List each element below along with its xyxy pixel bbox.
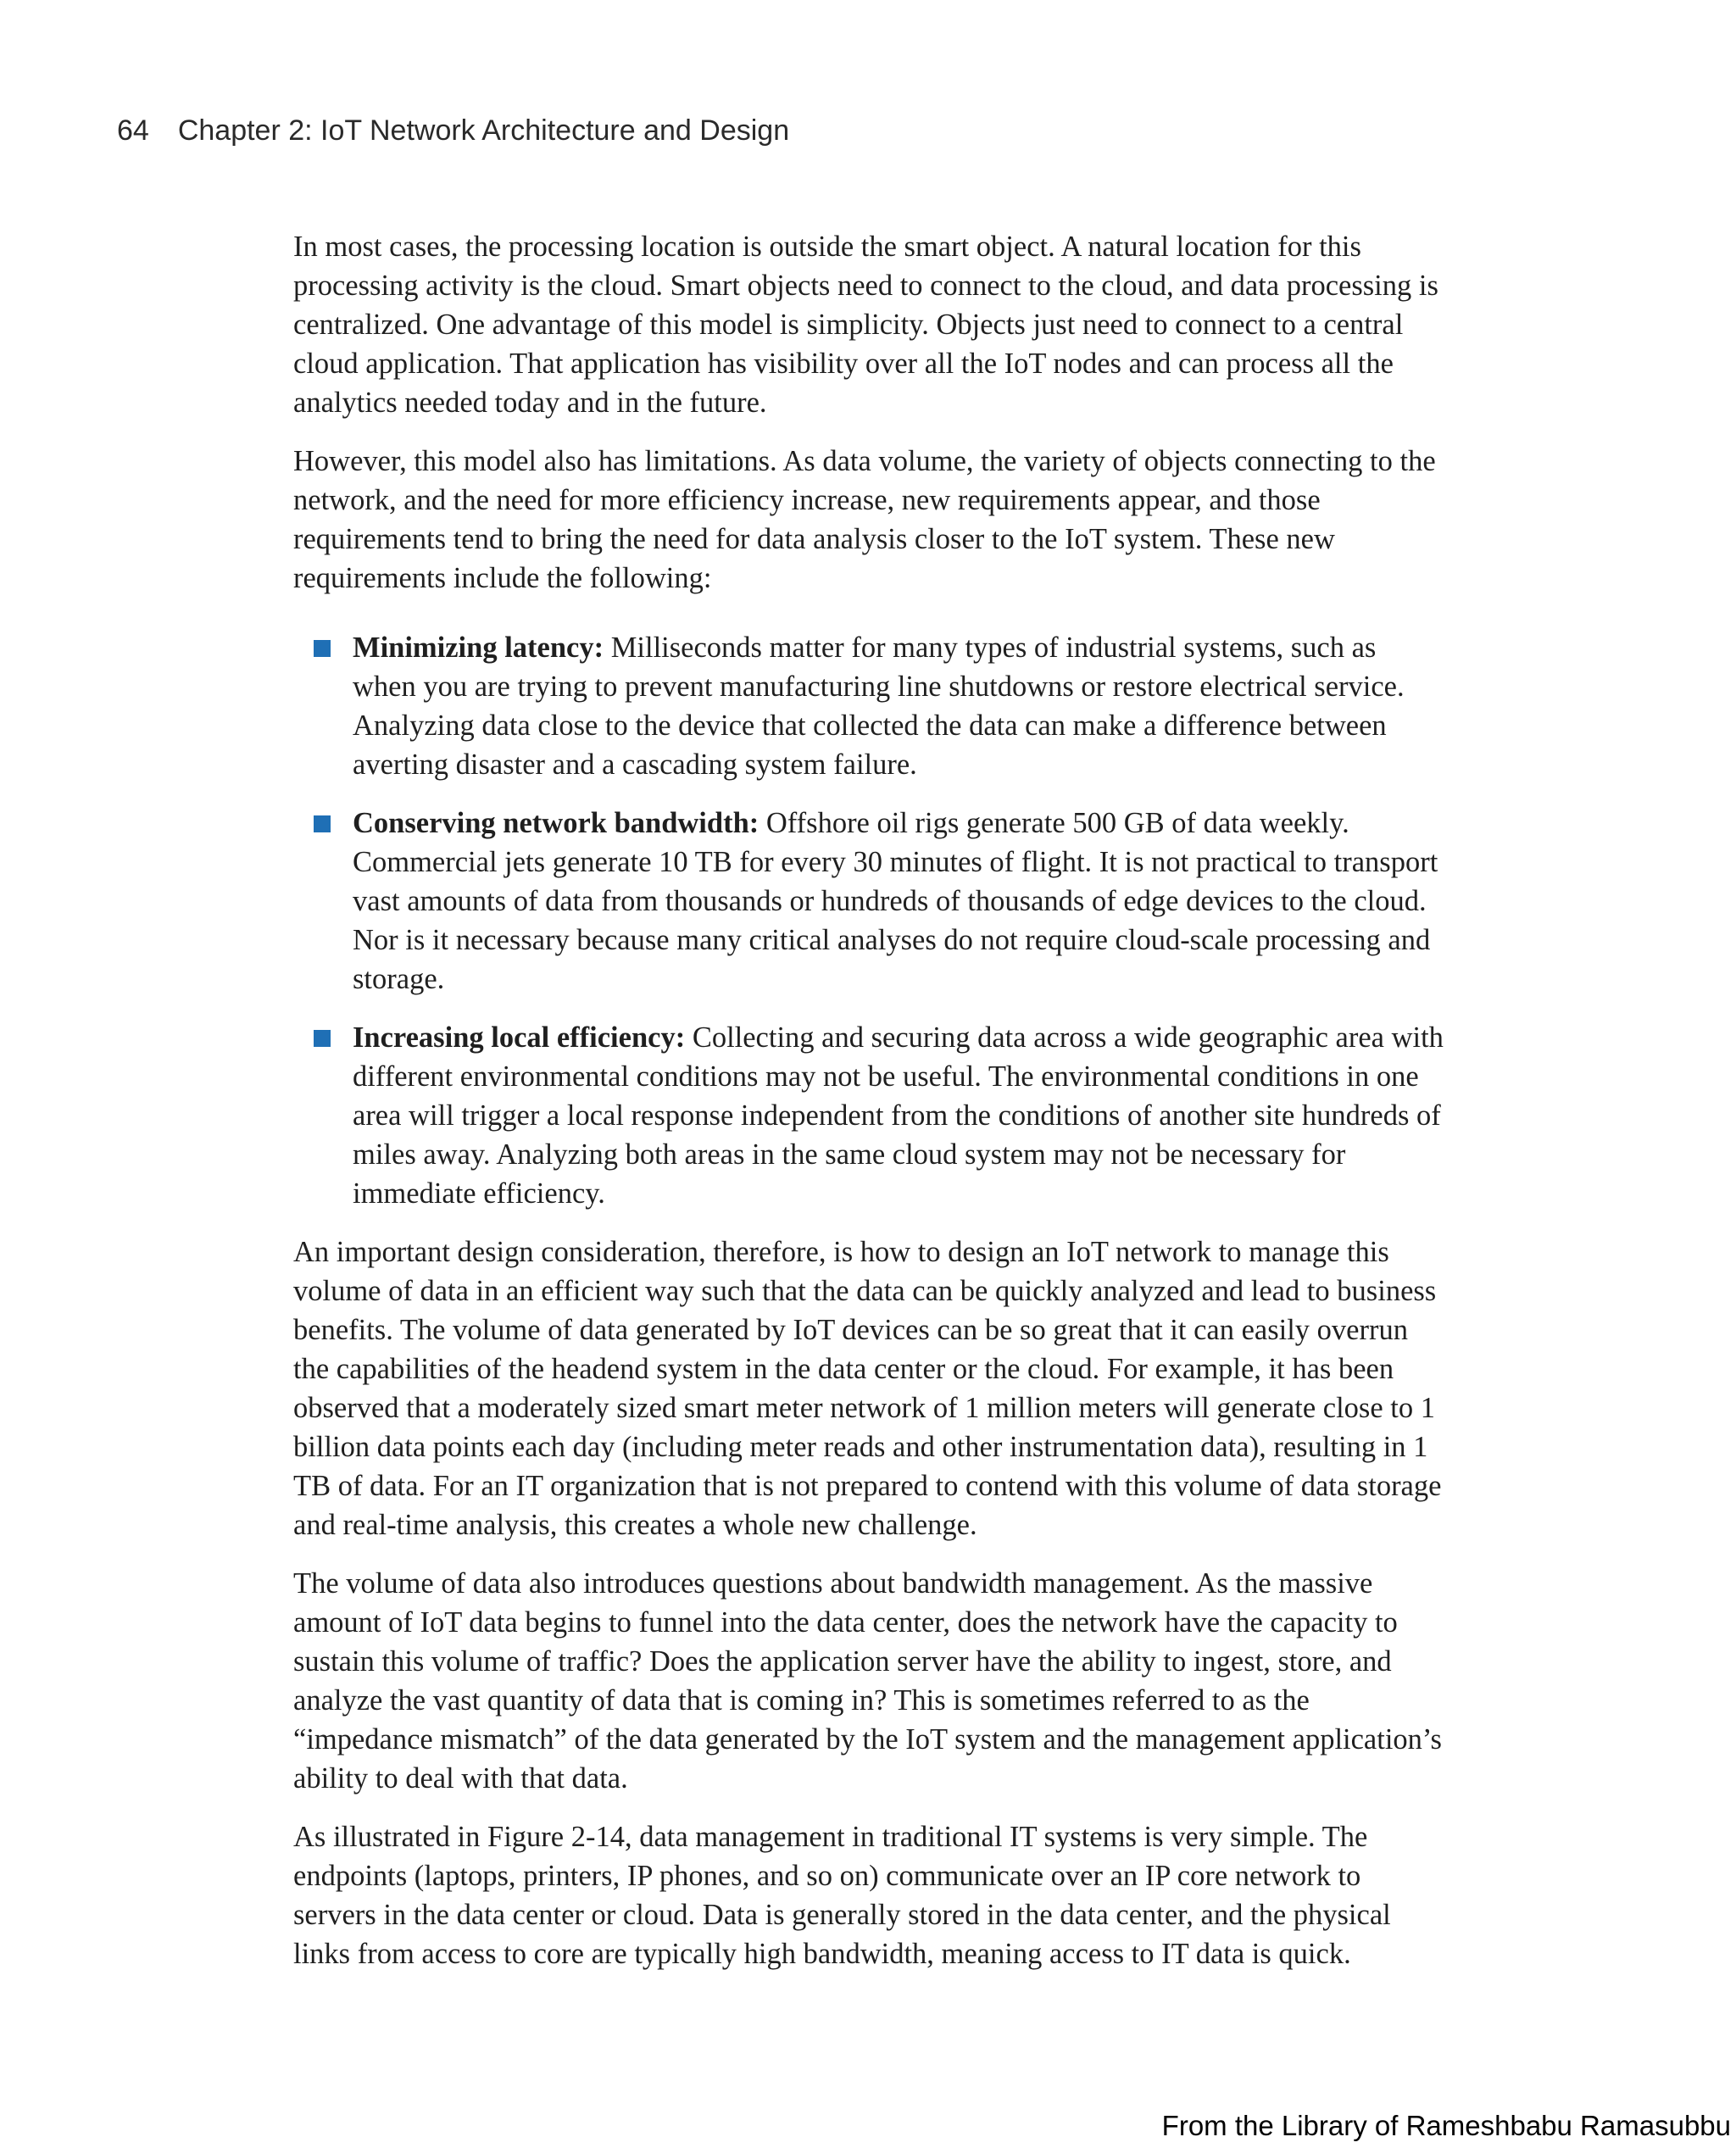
bullet-text: Offshore oil rigs generate 500 GB of data weekly. Commercial jets generate 10 TB for every 30 minutes of flight. It is not practical to transport vast amounts of data from thousands or hundreds of thousands of edge devices to the cloud. Nor is it necessary because many critical analyses do not require cloud-scale processing and storage. xyxy=(353,807,1438,995)
chapter-title: Chapter 2: IoT Network Architecture and Design xyxy=(177,114,790,147)
square-bullet-icon xyxy=(314,815,331,832)
bullet-text: Collecting and securing data across a wide geographic area with different environmental conditions may not be useful. The environmental conditions in one area will trigger a local response independent from the conditions of another site hundreds of miles away. Analyzing both areas in the same cloud system may not be necessary for immediate efficiency. xyxy=(353,1021,1444,1210)
list-item xyxy=(293,804,1446,999)
page-number: 64 xyxy=(117,114,149,147)
square-bullet-icon xyxy=(314,640,331,657)
footer-credit: From the Library of Rameshbabu Ramasubbu xyxy=(1161,2110,1731,2141)
paragraph: In most cases, the processing location is outside the smart object. A natural location for this processing activity is the cloud. Smart objects need to connect to the cloud, and data processing is centralized. One advantage of this model is simplicity. Objects just need to connect to a central cloud application. That application has visibility over all the IoT nodes and can process all the analytics needed today and in the future. xyxy=(293,231,1438,419)
paragraph: The volume of data also introduces questions about bandwidth management. As the massive amount of IoT data begins to funnel into the data center, does the network have the capacity to sustain this volume of traffic? Does the application server have the ability to ingest, store, and analyze the vast quantity of data that is coming in? This is sometimes referred to as the “impedance mismatch” of the data generated by the IoT system and the management application’s ability to deal with that data. xyxy=(293,1567,1442,1795)
requirements-list xyxy=(293,628,1446,1213)
paragraph: As illustrated in Figure 2-14, data management in traditional IT systems is very simple. The endpoints (laptops, printers, IP phones, and so on) communicate over an IP core network to servers in the data center or cloud. Data is generally stored in the data center, and the physical links from access to core are typically high bandwidth, meaning access to IT data is quick. xyxy=(293,1821,1391,1970)
bullet-term: Minimizing latency: xyxy=(353,632,604,664)
list-item xyxy=(293,1018,1446,1213)
bullet-term: Increasing local efficiency: xyxy=(353,1021,686,1054)
paragraph: An important design consideration, therefore, is how to design an IoT network to manage this volume of data in an efficient way such that the data can be quickly analyzed and lead to business benefits. The volume of data generated by IoT devices can be so great that it can easily overrun the capabilities of the headend system in the data center or the cloud. For example, it has been observed that a moderately sized smart meter network of 1 million meters will generate close to 1 billion data points each day (including meter reads and other instrumentation data), resulting in 1 TB of data. For an IT organization that is not prepared to contend with this volume of data storage and real-time analysis, this creates a whole new challenge. xyxy=(293,1236,1442,1541)
page-header xyxy=(117,109,789,153)
paragraph: However, this model also has limitations. As data volume, the variety of objects connecting to the network, and the need for more efficiency increase, new requirements appear, and those requirements tend to bring the need for data analysis closer to the IoT system. These new requirements include the following: xyxy=(293,445,1436,594)
list-item xyxy=(293,628,1446,784)
square-bullet-icon xyxy=(314,1030,331,1047)
bullet-term: Conserving network bandwidth: xyxy=(353,807,760,839)
bullet-text: Milliseconds matter for many types of industrial systems, such as when you are trying to prevent manufacturing line shutdowns or restore electrical service. Analyzing data close to the device that collected the data can make a difference between averting disaster and a cascading system failure. xyxy=(353,632,1405,781)
body-text xyxy=(293,227,1446,1993)
